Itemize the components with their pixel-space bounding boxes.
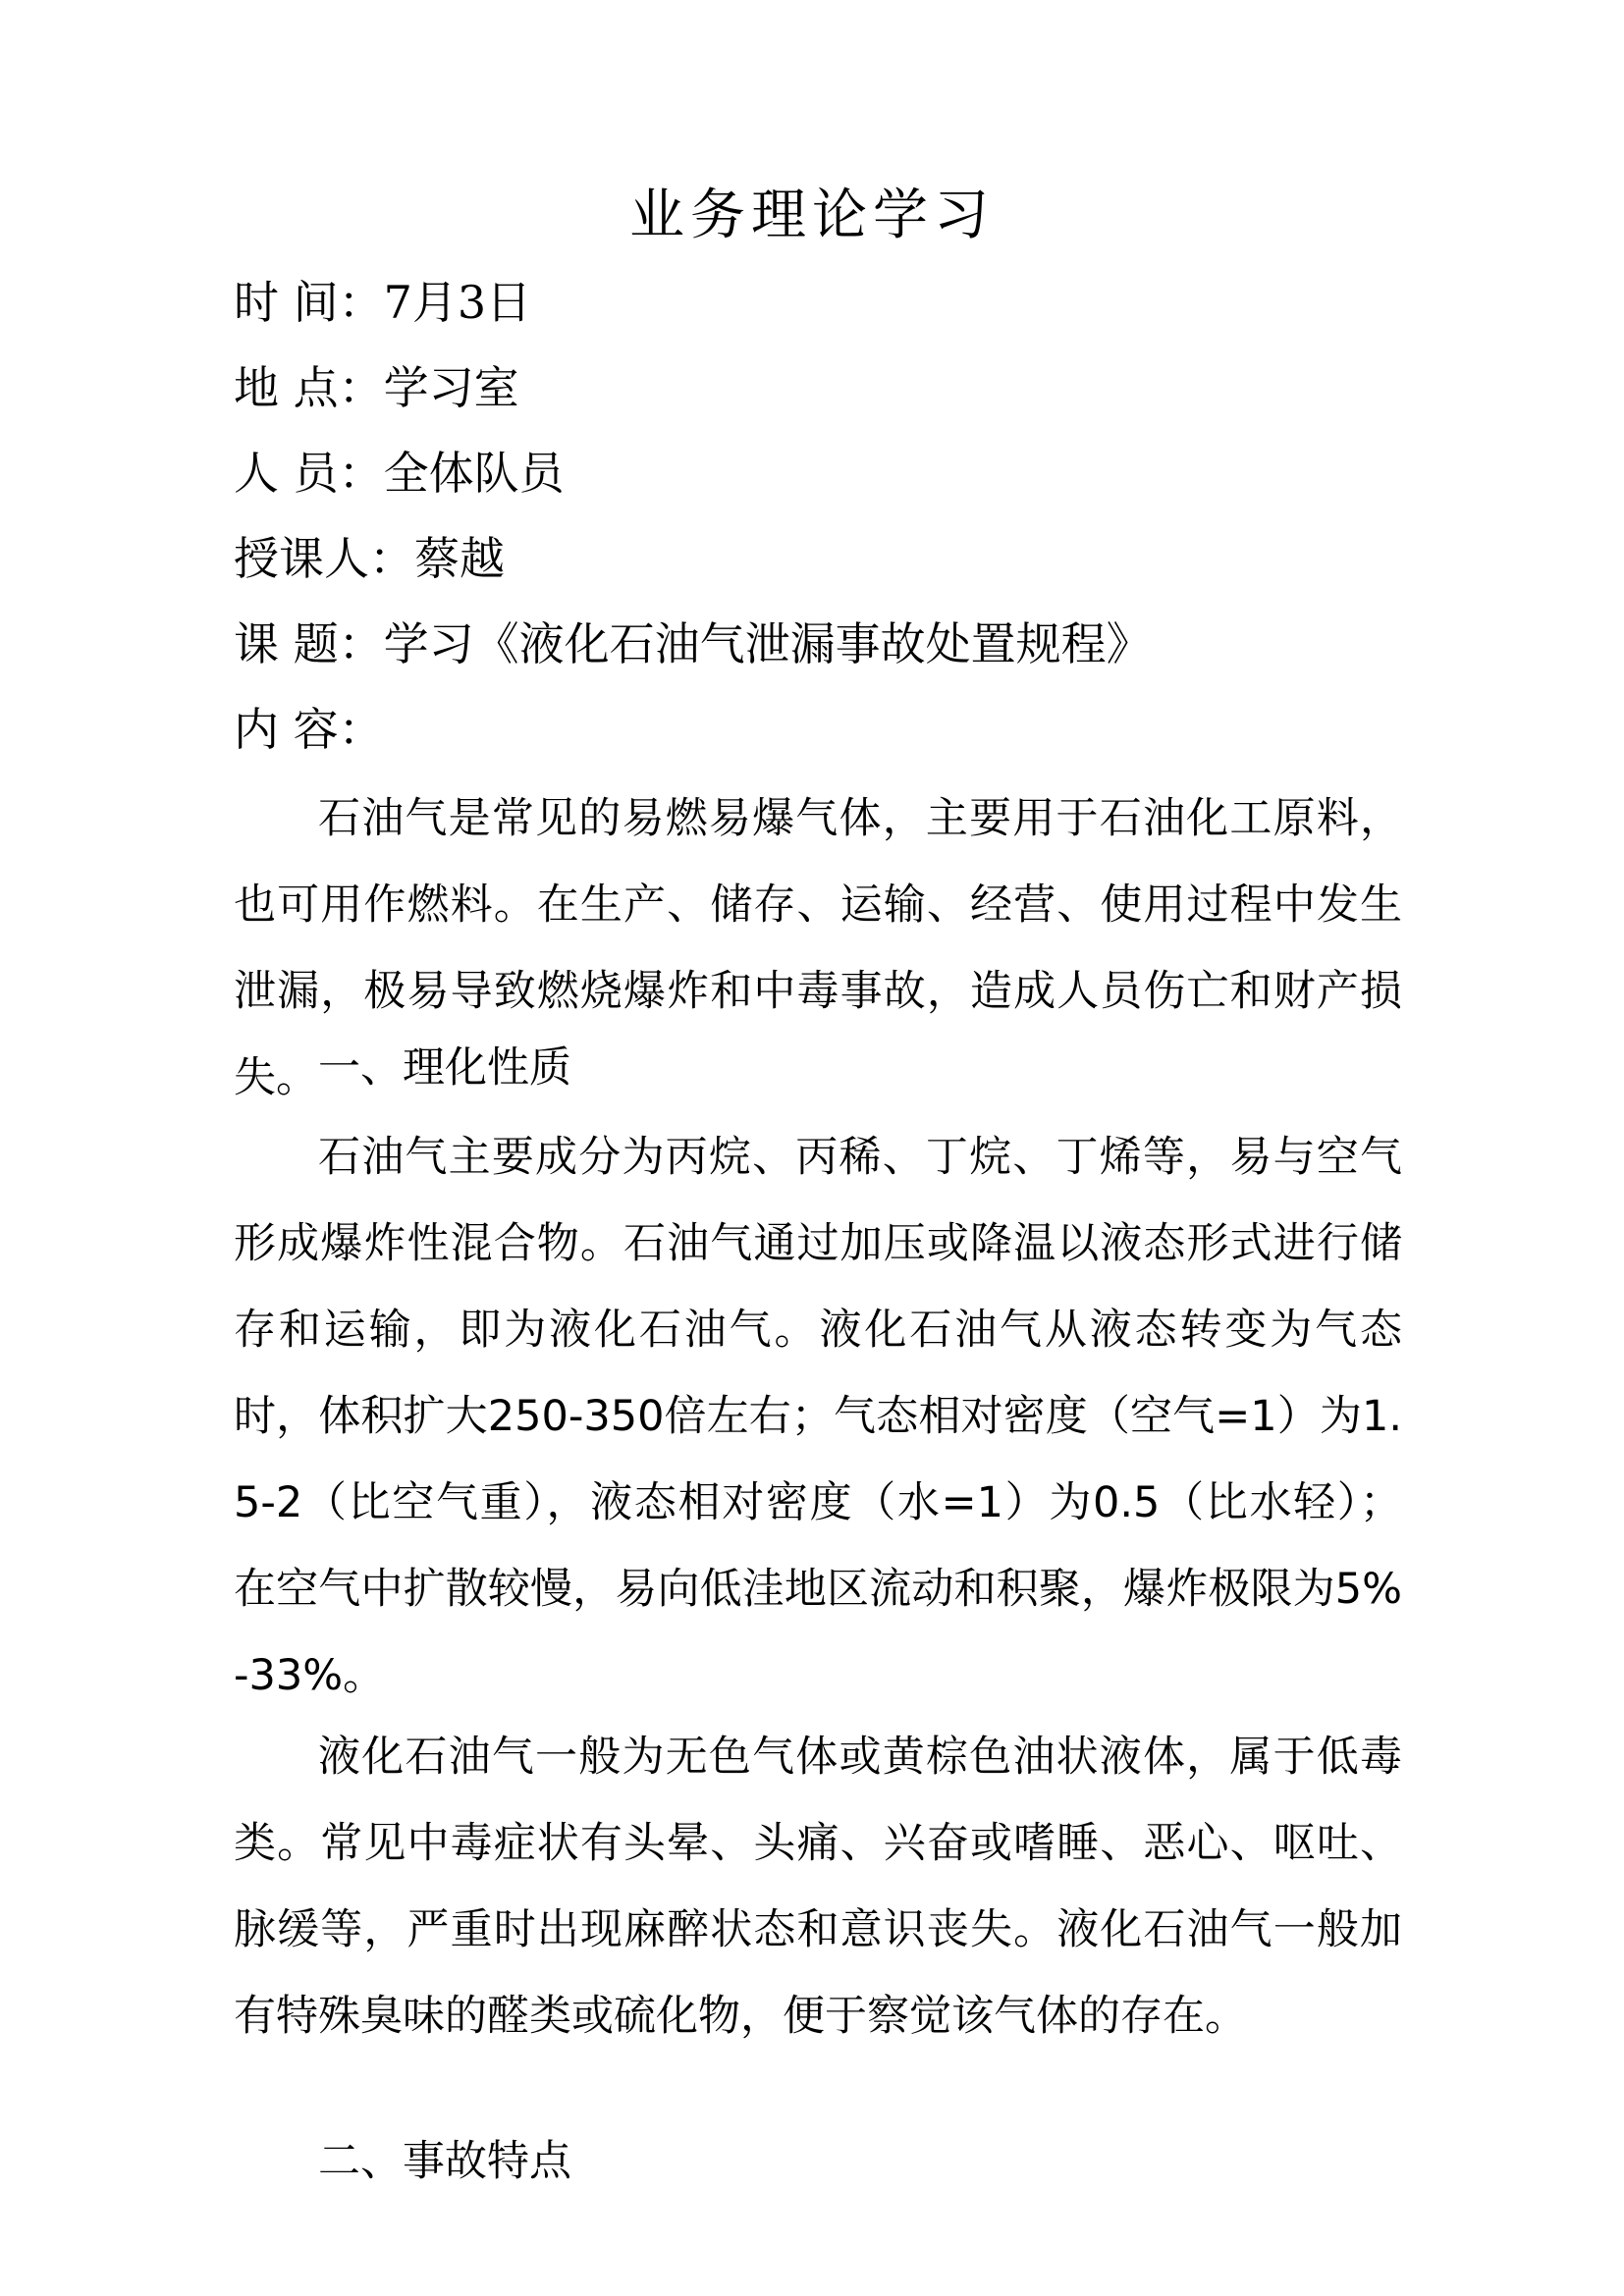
section-1-heading: 一、理化性质: [318, 1043, 571, 1093]
meta-instructor-sep: ：: [369, 532, 414, 585]
meta-topic-label: 课 题: [234, 617, 339, 670]
meta-time-sep: ：: [338, 276, 384, 329]
meta-instructor: [234, 529, 505, 588]
meta-personnel: [234, 444, 565, 503]
meta-instructor-value: 蔡越: [414, 532, 505, 585]
meta-content-label: 内 容: [234, 703, 339, 756]
section-2-heading: 二、事故特点: [318, 2137, 571, 2186]
meta-topic-sep: ：: [338, 617, 384, 670]
meta-personnel-sep: ：: [338, 447, 384, 500]
meta-content: [234, 700, 384, 759]
meta-location-value: 学习室: [383, 361, 519, 414]
meta-content-sep: ：: [338, 703, 384, 756]
meta-instructor-label: 授课人: [234, 532, 369, 585]
document-title: 业务理论学习: [629, 184, 995, 247]
meta-topic: [234, 614, 1152, 673]
meta-time-label: 时 间: [234, 276, 339, 329]
meta-topic-value: 学习《液化石油气泄漏事故处置规程》: [383, 617, 1152, 670]
meta-location-sep: ：: [338, 361, 384, 414]
meta-time: [234, 273, 531, 332]
section-1-paragraph-2: 液化石油气一般为无色气体或黄棕色油状液体，属于低毒类。常见中毒症状有头晕、头痛、兴奋或嗜睡、恶心、呕吐、脉缓等，严重时出现麻醉状态和意识丧失。液化石油气一般加有特殊臭味的醛类或硫化物，便于察觉该气体的存在。: [234, 1733, 1402, 2041]
meta-time-value: 7月3日: [383, 276, 532, 329]
section-1-paragraph-1: 石油气主要成分为丙烷、丙稀、丁烷、丁烯等，易与空气形成爆炸性混合物。石油气通过加压或降温以液态形式进行储存和运输，即为液化石油气。液化石油气从液态转变为气态时，体积扩大250-350倍左右；气态相对密度（空气=1）为1.5-2（比空气重），液态相对密度（水=1）为0.5（比水轻）；在空气中扩散较慢，易向低洼地区流动和积聚，爆炸极限为5%-33%。: [234, 1133, 1402, 1700]
meta-location-label: 地 点: [234, 361, 339, 414]
intro-paragraph: 石油气是常见的易燃易爆气体，主要用于石油化工原料，也可用作燃料。在生产、储存、运输、经营、使用过程中发生泄漏，极易导致燃烧爆炸和中毒事故，造成人员伤亡和财产损失。: [234, 794, 1402, 1102]
meta-location: [234, 358, 519, 417]
meta-personnel-label: 人 员: [234, 447, 339, 500]
meta-personnel-value: 全体队员: [383, 447, 565, 500]
